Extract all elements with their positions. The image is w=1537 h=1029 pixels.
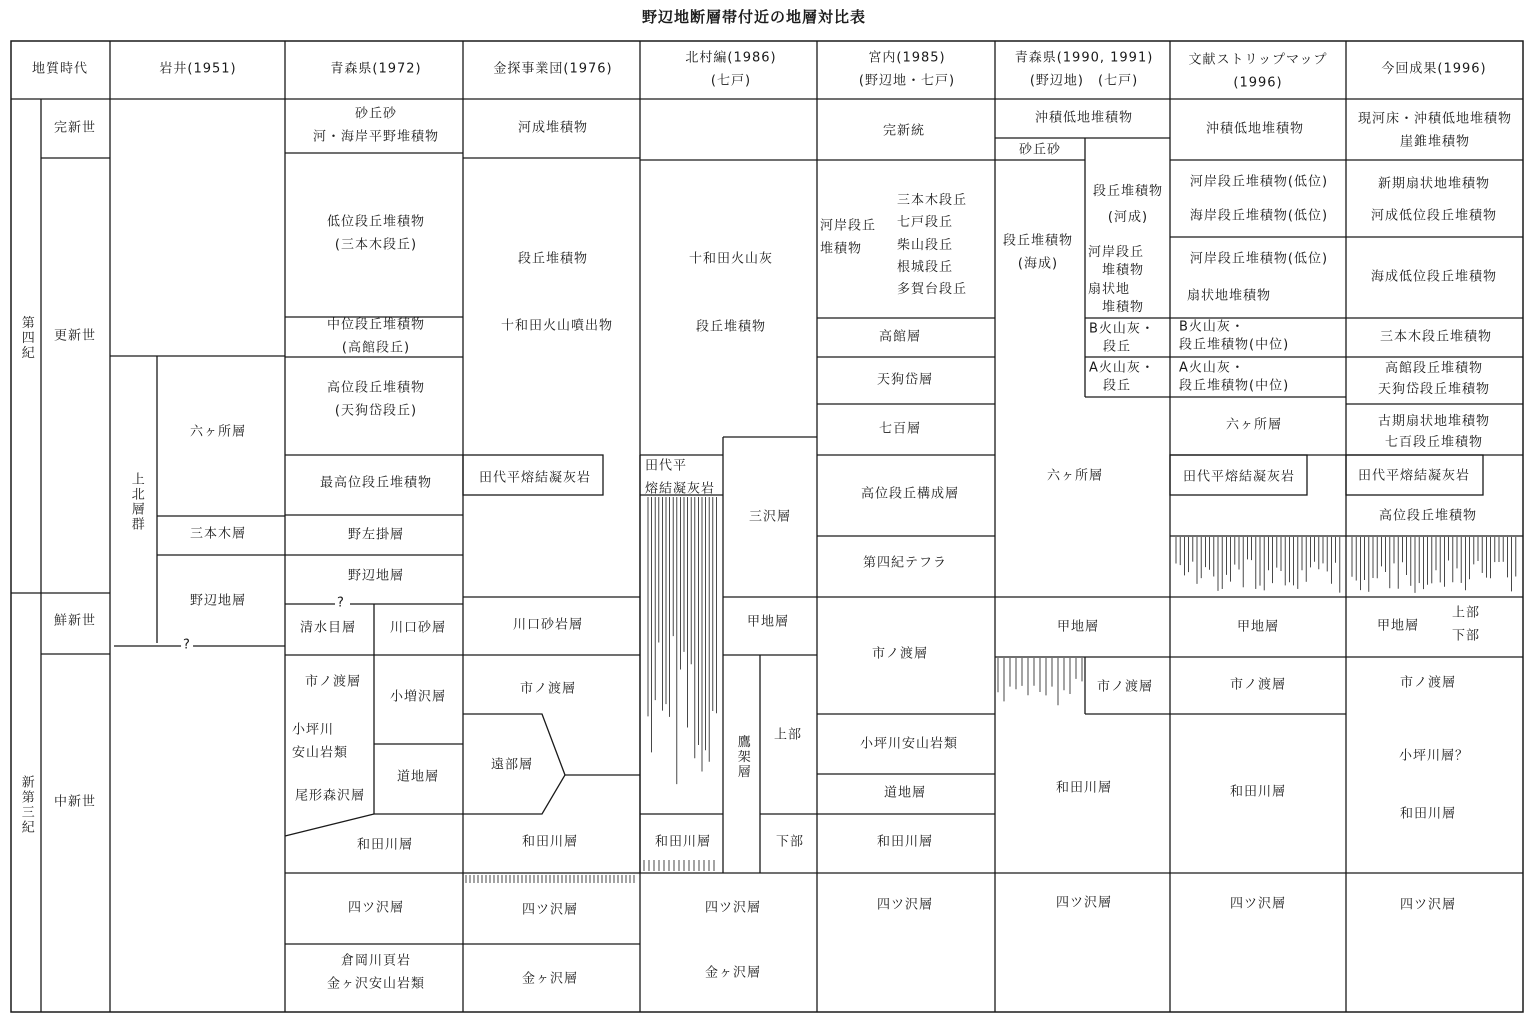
aomori1972-dochi: 道地層 — [396, 769, 440, 785]
era-holocene: 完新世 — [53, 120, 97, 136]
miyauchi-shichihyaku: 七百層 — [878, 421, 922, 437]
konkai-koui: 高位段丘堆積物 — [1378, 508, 1478, 524]
header-aomori1972: 青森県(1972) — [330, 61, 422, 77]
konkai-kouchi: 甲地層 — [1376, 618, 1420, 634]
strip-kagan-teii: 河岸段丘堆積物(低位) — [1189, 174, 1329, 190]
iwai-question: ? — [181, 635, 193, 658]
aomori1990-a: A火山灰・ 段丘 — [1089, 360, 1155, 394]
aomori1972-ichinowatari: 市ノ渡層 — [304, 674, 362, 690]
strip-wadagawa: 和田川層 — [1229, 784, 1287, 800]
aomori1972-shimizume: 清水目層 — [299, 620, 357, 636]
aomori1972-nozakake: 野左掛層 — [347, 527, 405, 543]
aomori1972-question: ? — [335, 593, 347, 616]
konkai-ichinowatari: 市ノ渡層 — [1399, 675, 1457, 691]
konkai-tashirotai: 田代平熔結凝灰岩 — [1357, 468, 1471, 484]
era-quaternary: 第四紀 — [18, 315, 34, 361]
aomori1990-yotsuzawa: 四ツ沢層 — [1055, 895, 1113, 911]
miyauchi-wadagawa: 和田川層 — [876, 834, 934, 850]
konkai-sanbongi: 三本木段丘堆積物 — [1379, 329, 1493, 345]
strip-kouchi: 甲地層 — [1236, 619, 1280, 635]
header-iwai: 岩井(1951) — [159, 61, 237, 77]
aomori1972-noheji: 野辺地層 — [347, 568, 405, 584]
aomori1972-kawaguchi: 川口砂層 — [389, 620, 447, 636]
kitamura-sanbonzawa: 三沢層 — [748, 509, 792, 525]
table-title: 野辺地断層帯付近の地層対比表 — [641, 7, 867, 26]
konkai-takadate: 高館段丘堆積物 天狗岱段丘堆積物 — [1377, 361, 1491, 397]
aomori1972-yotsuzawa: 四ツ沢層 — [347, 900, 405, 916]
kintan-funshutsu: 十和田火山噴出物 — [500, 318, 614, 334]
konkai-genkasho: 現河床・沖積低地堆積物 崖錐堆積物 — [1357, 111, 1513, 149]
aomori1972-koui: 高位段丘堆積物 (天狗岱段丘) — [326, 380, 426, 418]
strip-tashirotai: 田代平熔結凝灰岩 — [1182, 469, 1296, 485]
kitamura-kabu: 下部 — [775, 834, 805, 850]
miyauchi-kanshin: 完新統 — [882, 123, 926, 139]
miyauchi-tephra: 第四紀テフラ — [862, 555, 948, 571]
header-konkai: 今回成果(1996) — [1381, 61, 1487, 77]
miyauchi-kagan: 河岸段丘 堆積物 — [820, 218, 877, 256]
konkai-kouchi-kabu: 下部 — [1451, 628, 1481, 644]
konkai-yotsuzawa: 四ツ沢層 — [1399, 897, 1457, 913]
aomori1972-chuui: 中位段丘堆積物 (高館段丘) — [326, 317, 426, 355]
konkai-shinki: 新期扇状地堆積物 — [1377, 176, 1491, 192]
konkai-koki: 古期扇状地堆積物 七百段丘堆積物 — [1377, 414, 1491, 450]
strip-rokkasho: 六ヶ所層 — [1225, 417, 1283, 433]
konkai-kasei-teii: 河成低位段丘堆積物 — [1370, 208, 1498, 224]
konkai-kaisei-teii: 海成低位段丘堆積物 — [1370, 269, 1498, 285]
strip-a: A火山灰・ 段丘堆積物(中位) — [1179, 360, 1290, 394]
header-miyauchi: 宮内(1985) (野辺地・七戸) — [858, 50, 956, 88]
kitamura-yotsuzawa: 四ツ沢層 — [704, 900, 762, 916]
aomori1972-wadagawa: 和田川層 — [356, 837, 414, 853]
miyauchi-kotsubokawa: 小坪川安山岩類 — [859, 736, 959, 752]
strip-chuseki: 沖積低地堆積物 — [1205, 121, 1305, 137]
aomori1990-dankyu-kasei: 段丘堆積物 (河成) — [1092, 184, 1164, 225]
aomori1972-saikoui: 最高位段丘堆積物 — [319, 475, 433, 491]
aomori1990-kagan: 河岸段丘 堆積物 扇状地 堆積物 — [1088, 245, 1145, 316]
aomori1972-komasuzawa: 小増沢層 — [389, 689, 447, 705]
header-kintan: 金探事業団(1976) — [493, 61, 613, 77]
kitamura-jobu: 上部 — [773, 727, 803, 743]
aomori1990-kouchi: 甲地層 — [1056, 619, 1100, 635]
era-miocene: 中新世 — [53, 794, 97, 810]
kintan-kasei: 河成堆積物 — [517, 120, 589, 136]
kitamura-kazanbai: 十和田火山灰 — [688, 251, 774, 267]
iwai-rokkasho: 六ヶ所層 — [189, 424, 247, 440]
iwai-sanbongi: 三本木層 — [189, 526, 247, 542]
miyauchi-tengutai: 天狗岱層 — [876, 372, 934, 388]
kintan-tashirotai: 田代平熔結凝灰岩 — [478, 470, 592, 486]
iwai-noheji: 野辺地層 — [189, 593, 247, 609]
aomori1990-dankyu: 段丘堆積物 (海成) — [1002, 233, 1074, 271]
konkai-wadagawa: 和田川層 — [1399, 806, 1457, 822]
kitamura-wadagawa: 和田川層 — [654, 834, 712, 850]
kintan-yotsuzawa: 四ツ沢層 — [521, 902, 579, 918]
strip-ichinowatari: 市ノ渡層 — [1229, 677, 1287, 693]
aomori1972-obanamorisawa: 尾形森沢層 — [294, 788, 366, 804]
konkai-kouchi-jobu: 上部 — [1451, 605, 1481, 621]
konkai-kotsubokawa: 小坪川層？ — [1398, 748, 1470, 764]
aomori1990-chuseki: 沖積低地堆積物 — [1034, 110, 1134, 126]
kintan-dankyu: 段丘堆積物 — [517, 251, 589, 267]
strip-kaigan-teii: 海岸段丘堆積物(低位) — [1189, 208, 1329, 224]
iwai-group: 上北層群 — [128, 472, 144, 532]
kitamura-dankyu: 段丘堆積物 — [695, 319, 767, 335]
aomori1972-kuraoka: 倉岡川頁岩 金ヶ沢安山岩類 — [326, 953, 426, 991]
aomori1972-teii: 低位段丘堆積物 (三本木段丘) — [326, 214, 426, 252]
kintan-tobe: 遠部層 — [490, 757, 534, 773]
kintan-ichinowatari: 市ノ渡層 — [519, 681, 577, 697]
kitamura-kanegasawa: 金ヶ沢層 — [704, 965, 762, 981]
era-pliocene: 鮮新世 — [53, 613, 97, 629]
aomori1990-ichinowatari: 市ノ渡層 — [1096, 679, 1154, 695]
strip-yotsuzawa: 四ツ沢層 — [1229, 896, 1287, 912]
header-strip: 文献ストリップマップ (1996) — [1188, 52, 1328, 90]
miyauchi-dochi: 道地層 — [883, 785, 927, 801]
header-era: 地質時代 — [31, 61, 89, 77]
kitamura-tashirotai: 田代平 熔結凝灰岩 — [645, 458, 716, 496]
kintan-wadagawa: 和田川層 — [521, 834, 579, 850]
kintan-kawaguchi: 川口砂岩層 — [512, 617, 584, 633]
header-kitamura: 北村編(1986) (七戸) — [685, 50, 777, 88]
era-pleistocene: 更新世 — [53, 328, 97, 344]
miyauchi-yotsuzawa: 四ツ沢層 — [876, 897, 934, 913]
kitamura-takahoko: 鷹架層 — [734, 734, 750, 780]
miyauchi-takadate: 高館層 — [878, 329, 922, 345]
miyauchi-terraces: 三本木段丘 七戸段丘 柴山段丘 根城段丘 多賀台段丘 — [897, 193, 968, 298]
aomori1990-sakyu: 砂丘砂 — [1018, 142, 1062, 158]
aomori1990-b: B火山灰・ 段丘 — [1089, 321, 1155, 355]
miyauchi-ichinowatari: 市ノ渡層 — [871, 646, 929, 662]
strip-senjochi: 扇状地堆積物 — [1186, 288, 1272, 304]
aomori1972-sakyu: 砂丘砂 河・海岸平野堆積物 — [312, 106, 440, 144]
kitamura-kouchi: 甲地層 — [746, 614, 790, 630]
aomori1972-kotsubokawa: 小坪川 安山岩類 — [292, 722, 349, 760]
aomori1990-rokkasho: 六ヶ所層 — [1046, 468, 1104, 484]
era-tertiary: 新第三紀 — [18, 775, 34, 835]
aomori1990-wadagawa: 和田川層 — [1055, 780, 1113, 796]
strip-b: B火山灰・ 段丘堆積物(中位) — [1179, 319, 1290, 353]
header-aomori1990: 青森県(1990, 1991) (野辺地) (七戸) — [1014, 50, 1154, 88]
strip-kagan-teii2: 河岸段丘堆積物(低位) — [1189, 251, 1329, 267]
miyauchi-koui: 高位段丘構成層 — [860, 486, 960, 502]
kintan-kanegasawa: 金ヶ沢層 — [521, 971, 579, 987]
